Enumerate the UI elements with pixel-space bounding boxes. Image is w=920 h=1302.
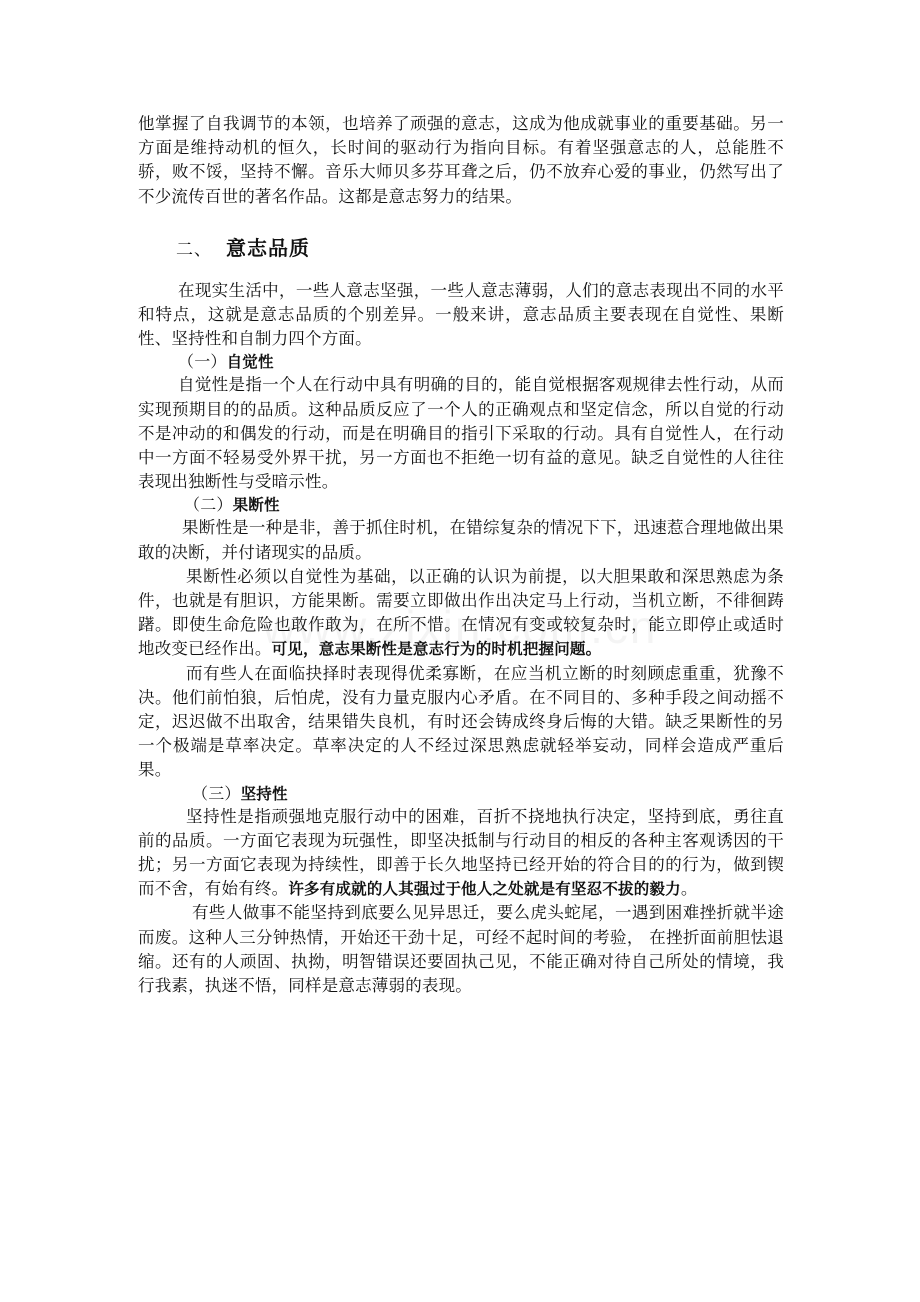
subsection-title: 自觉性: [226, 353, 274, 372]
subsection-number: （二）: [184, 495, 233, 515]
decisiveness-paragraph-2: [138, 565, 784, 662]
decisiveness-paragraph-2-text: 果断性必须以自觉性为基础，以正确的认识为前提，以大胆果敢和深思熟虑为条件，也就是有胆识，方能果断。需要立即做出作出决定马上行动，当机立断，不徘徊踌躇。即使生命危险也敢作敢为，在所不惜。在情况有变或较复杂时，能立即停止或适时地改变已经作出。: [138, 566, 784, 659]
subsection-heading-consciousness: [138, 351, 784, 373]
persistence-paragraph-1-end: 。: [680, 879, 698, 899]
persistence-paragraph-1: [138, 805, 784, 902]
subsection-number: （一）: [178, 352, 227, 372]
section-intro-paragraph: 在现实生活中，一些人意志坚强，一些人意志薄弱，人们的意志表现出不同的水平和特点，这就是意志品质的个别差异。一般来讲，意志品质主要表现在自觉性、果断性、坚持性和自制力四个方面。: [138, 280, 784, 349]
persistence-paragraph-1-text: 坚持性是指顽强地克服行动中的困难，百折不挠地执行决定，坚持到底，勇往直前的品质。一方面它表现为玩强性，即坚决抵制与行动目的相反的各种主客观诱因的干扰；另一方面它表现为持续性，即善于长久地坚持已经开始的符合目的的行为，做到锲而不舍，有始有终。: [138, 806, 784, 899]
subsection-heading-decisiveness: [138, 494, 784, 516]
consciousness-paragraph: 自觉性是指一个人在行动中具有明确的目的，能自觉根据客观规律去性行动，从而实现预期目的的品质。这种品质反应了一个人的正确观点和坚定信念，所以自觉的行动不是冲动的和偶发的行动，而是在明确目的指引下采取的行动。具有自觉性人，在行动中一方面不轻易受外界干扰，另一方面也不拒绝一切有益的意见。缺乏自觉性的人往往表现出独断性与受暗示性。: [138, 375, 784, 492]
subsection-title: 坚持性: [240, 784, 288, 803]
section-title: 意志品质: [226, 235, 310, 260]
decisiveness-paragraph-1: 果断性是一种是非，善于抓住时机，在错综复杂的情况下下，迅速惹合理地做出果敢的决断，并付诸现实的品质。: [138, 518, 784, 562]
decisiveness-paragraph-3: 而有些人在面临抉择时表现得优柔寡断，在应当机立断的时刻顾虑重重，犹豫不决。他们前怕狼，后怕虎，没有力量克服内心矛盾。在不同目的、多种手段之间动摇不定，迟迟做不出取舍，结果错失良机，有时还会铸成终身后悔的大错。缺乏果断性的另一个极端是草率决定。草率决定的人不经过深思熟虑就轻举妄动，同样会造成严重后果。: [138, 663, 784, 780]
decisiveness-key-sentence: 可见，意志果断性是意志行为的时机把握问题。: [271, 640, 602, 659]
document-body: [138, 112, 784, 998]
persistence-paragraph-2: 有些人做事不能坚持到底要么见异思迁，要么虎头蛇尾，一遇到困难挫折就半途而废。这种人三分钟热情，开始还干劲十足，可经不起时间的考验， 在挫折面前胆怯退缩。还有的人顽固、执拗，明智错误还要固执己见，不能正确对待自己所处的情境，我行我素，执迷不悟，同样是意志薄弱的表现。: [138, 903, 784, 996]
section-number: 二、: [176, 239, 212, 260]
persistence-key-sentence: 许多有成就的人其强过于他人之处就是有坚忍不拔的毅力: [288, 880, 681, 899]
subsection-title: 果断性: [232, 496, 280, 515]
intro-paragraph: 他掌握了自我调节的本领，也培养了顽强的意志，这成为他成就事业的重要基础。另一方面是维持动机的恒久，长时间的驱动行为指向目标。有着坚强意志的人，总能胜不骄，败不馁，坚持不懈。音乐大师贝多芬耳聋之后，仍不放弃心爱的事业，仍然写出了不少流传百世的著名作品。这都是意志努力的结果。: [138, 114, 784, 206]
section-heading: [138, 233, 784, 265]
subsection-heading-persistence: [138, 783, 784, 805]
subsection-number: （三）: [192, 783, 241, 803]
